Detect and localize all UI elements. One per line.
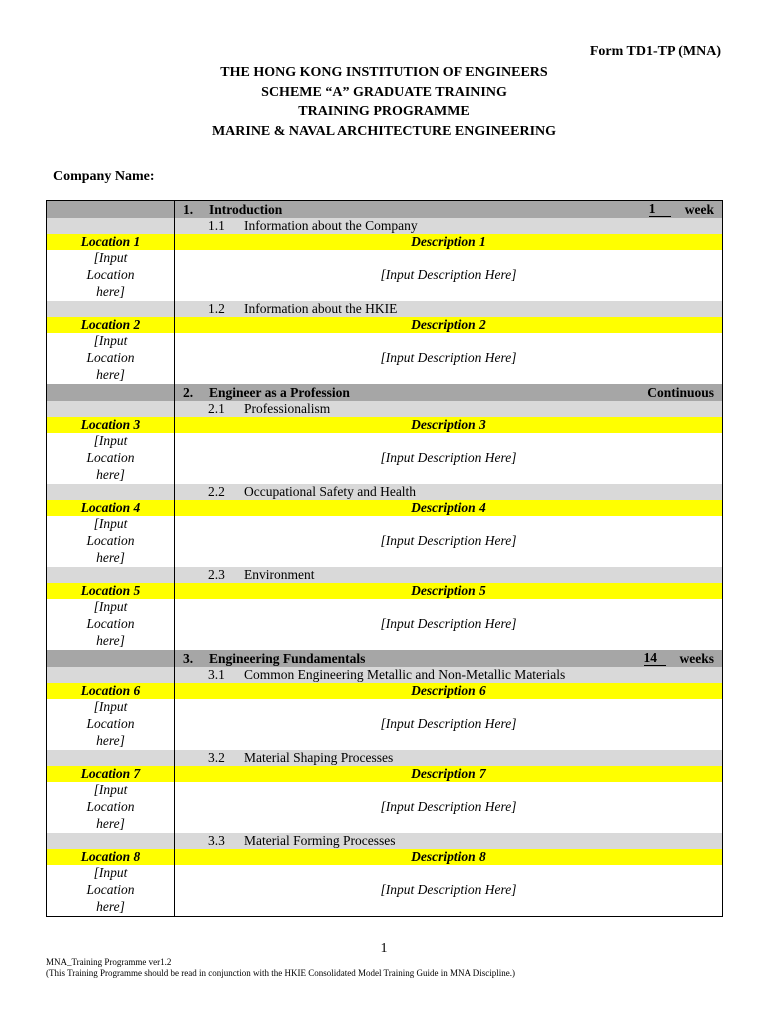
location-label: Location 1 xyxy=(47,234,175,250)
description-input-field[interactable]: [Input Description Here] xyxy=(175,250,723,301)
section-header-spacer xyxy=(47,384,175,401)
location-label: Location 6 xyxy=(47,683,175,699)
description-input-field[interactable]: [Input Description Here] xyxy=(175,433,723,484)
subsection-spacer xyxy=(47,301,175,317)
subsection-number: 1.2 xyxy=(208,301,225,316)
subsection-spacer xyxy=(47,484,175,500)
location-description-label-row xyxy=(47,417,723,433)
section-header xyxy=(175,650,722,667)
subsection-spacer xyxy=(47,750,175,766)
section-title: Engineer as a Profession xyxy=(209,384,350,400)
subsection-heading xyxy=(175,484,722,500)
footer-version: MNA_Training Programme ver1.2 xyxy=(46,957,172,967)
subsection-row xyxy=(47,484,723,500)
subsection-heading xyxy=(175,833,722,849)
location-label: Location 2 xyxy=(47,317,175,333)
section-header-cell xyxy=(175,201,723,219)
section-header-spacer xyxy=(47,650,175,667)
training-programme-table xyxy=(46,200,723,917)
location-input-field[interactable]: [Input Location here] xyxy=(47,433,175,484)
section-number: 3. xyxy=(183,650,194,666)
subsection-row xyxy=(47,401,723,417)
company-name-label: Company Name: xyxy=(53,169,155,184)
footer-note: (This Training Programme should be read in conjunction with the HKIE Consolidated Model Training Guide in MNA Discipline.) xyxy=(46,968,515,978)
subsection-title: Professionalism xyxy=(244,401,331,416)
duration-unit: weeks xyxy=(679,650,714,666)
title-block xyxy=(0,63,768,141)
scheme-title: SCHEME “A” GRADUATE TRAINING xyxy=(261,84,507,100)
location-label: Location 5 xyxy=(47,583,175,599)
subsection-cell xyxy=(175,833,723,849)
section-duration xyxy=(644,651,723,667)
input-row xyxy=(47,433,723,484)
section-header-cell xyxy=(175,650,723,667)
section-number: 1. xyxy=(183,201,194,217)
section-title: Introduction xyxy=(209,201,283,217)
description-label: Description 6 xyxy=(175,683,723,699)
subsection-spacer xyxy=(47,667,175,683)
subsection-heading xyxy=(175,401,722,417)
description-label: Description 7 xyxy=(175,766,723,782)
location-input-field[interactable]: [Input Location here] xyxy=(47,599,175,650)
subsection-number: 3.3 xyxy=(208,833,225,848)
subsection-cell xyxy=(175,750,723,766)
description-label: Description 3 xyxy=(175,417,723,433)
subsection-spacer xyxy=(47,833,175,849)
location-input-field[interactable]: [Input Location here] xyxy=(47,865,175,917)
subsection-title: Information about the Company xyxy=(244,218,418,233)
subsection-cell xyxy=(175,567,723,583)
subsection-number: 1.1 xyxy=(208,218,225,233)
description-label: Description 2 xyxy=(175,317,723,333)
subsection-cell xyxy=(175,484,723,500)
description-input-field[interactable]: [Input Description Here] xyxy=(175,516,723,567)
subsection-heading xyxy=(175,218,722,234)
location-input-field[interactable]: [Input Location here] xyxy=(47,516,175,567)
input-row xyxy=(47,516,723,567)
subsection-row xyxy=(47,750,723,766)
input-row xyxy=(47,333,723,384)
section-duration xyxy=(649,202,722,218)
location-description-label-row xyxy=(47,683,723,699)
section-title: Engineering Fundamentals xyxy=(209,650,366,666)
description-label: Description 5 xyxy=(175,583,723,599)
description-input-field[interactable]: [Input Description Here] xyxy=(175,599,723,650)
description-label: Description 1 xyxy=(175,234,723,250)
location-description-label-row xyxy=(47,583,723,599)
subsection-cell xyxy=(175,667,723,683)
location-description-label-row xyxy=(47,766,723,782)
description-input-field[interactable]: [Input Description Here] xyxy=(175,782,723,833)
subsection-title: Material Shaping Processes xyxy=(244,750,394,765)
subsection-title: Occupational Safety and Health xyxy=(244,484,417,499)
duration-text: Continuous xyxy=(647,384,714,400)
section-header xyxy=(175,384,722,401)
subsection-number: 3.2 xyxy=(208,750,225,765)
input-row xyxy=(47,699,723,750)
location-label: Location 7 xyxy=(47,766,175,782)
section-header-row xyxy=(47,650,723,667)
input-row xyxy=(47,782,723,833)
subsection-cell xyxy=(175,218,723,234)
description-input-field[interactable]: [Input Description Here] xyxy=(175,865,723,917)
location-input-field[interactable]: [Input Location here] xyxy=(47,782,175,833)
subsection-cell xyxy=(175,401,723,417)
subsection-heading xyxy=(175,750,722,766)
subsection-row xyxy=(47,667,723,683)
duration-value: 14 xyxy=(644,651,666,666)
location-label: Location 4 xyxy=(47,500,175,516)
subsection-number: 2.3 xyxy=(208,567,225,582)
section-header-row xyxy=(47,384,723,401)
location-description-label-row xyxy=(47,500,723,516)
programme-title: TRAINING PROGRAMME xyxy=(298,104,470,120)
institution-title: THE HONG KONG INSTITUTION OF ENGINEERS xyxy=(220,65,548,80)
subsection-row xyxy=(47,301,723,317)
description-input-field[interactable]: [Input Description Here] xyxy=(175,333,723,384)
section-duration xyxy=(647,385,722,401)
location-description-label-row xyxy=(47,234,723,250)
subsection-row xyxy=(47,218,723,234)
page-number: 1 xyxy=(380,941,388,956)
discipline-title: MARINE & NAVAL ARCHITECTURE ENGINEERING xyxy=(211,123,557,139)
subsection-heading xyxy=(175,301,722,317)
description-label: Description 4 xyxy=(175,500,723,516)
section-header xyxy=(175,201,722,218)
description-label: Description 8 xyxy=(175,849,723,865)
subsection-row xyxy=(47,833,723,849)
location-input-field[interactable]: [Input Location here] xyxy=(47,250,175,301)
subsection-title: Material Forming Processes xyxy=(244,833,396,848)
subsection-number: 2.1 xyxy=(208,401,225,416)
section-header-cell xyxy=(175,384,723,401)
subsection-spacer xyxy=(47,218,175,234)
subsection-heading xyxy=(175,667,722,683)
section-header-spacer xyxy=(47,201,175,219)
location-description-label-row xyxy=(47,317,723,333)
location-label: Location 3 xyxy=(47,417,175,433)
subsection-title: Environment xyxy=(244,567,315,582)
subsection-spacer xyxy=(47,401,175,417)
duration-value: 1 xyxy=(649,202,671,217)
location-description-label-row xyxy=(47,849,723,865)
subsection-title: Information about the HKIE xyxy=(244,301,398,316)
form-id: Form TD1-TP (MNA) xyxy=(589,44,721,59)
subsection-heading xyxy=(175,567,722,583)
subsection-cell xyxy=(175,301,723,317)
input-row xyxy=(47,599,723,650)
location-input-field[interactable]: [Input Location here] xyxy=(47,333,175,384)
description-input-field[interactable]: [Input Description Here] xyxy=(175,699,723,750)
section-number: 2. xyxy=(183,384,194,400)
subsection-number: 3.1 xyxy=(208,667,225,682)
subsection-row xyxy=(47,567,723,583)
input-row xyxy=(47,865,723,917)
section-header-row xyxy=(47,201,723,219)
input-row xyxy=(47,250,723,301)
subsection-spacer xyxy=(47,567,175,583)
duration-unit: week xyxy=(684,201,714,217)
location-label: Location 8 xyxy=(47,849,175,865)
location-input-field[interactable]: [Input Location here] xyxy=(47,699,175,750)
subsection-number: 2.2 xyxy=(208,484,225,499)
subsection-title: Common Engineering Metallic and Non-Metallic Materials xyxy=(244,667,566,682)
